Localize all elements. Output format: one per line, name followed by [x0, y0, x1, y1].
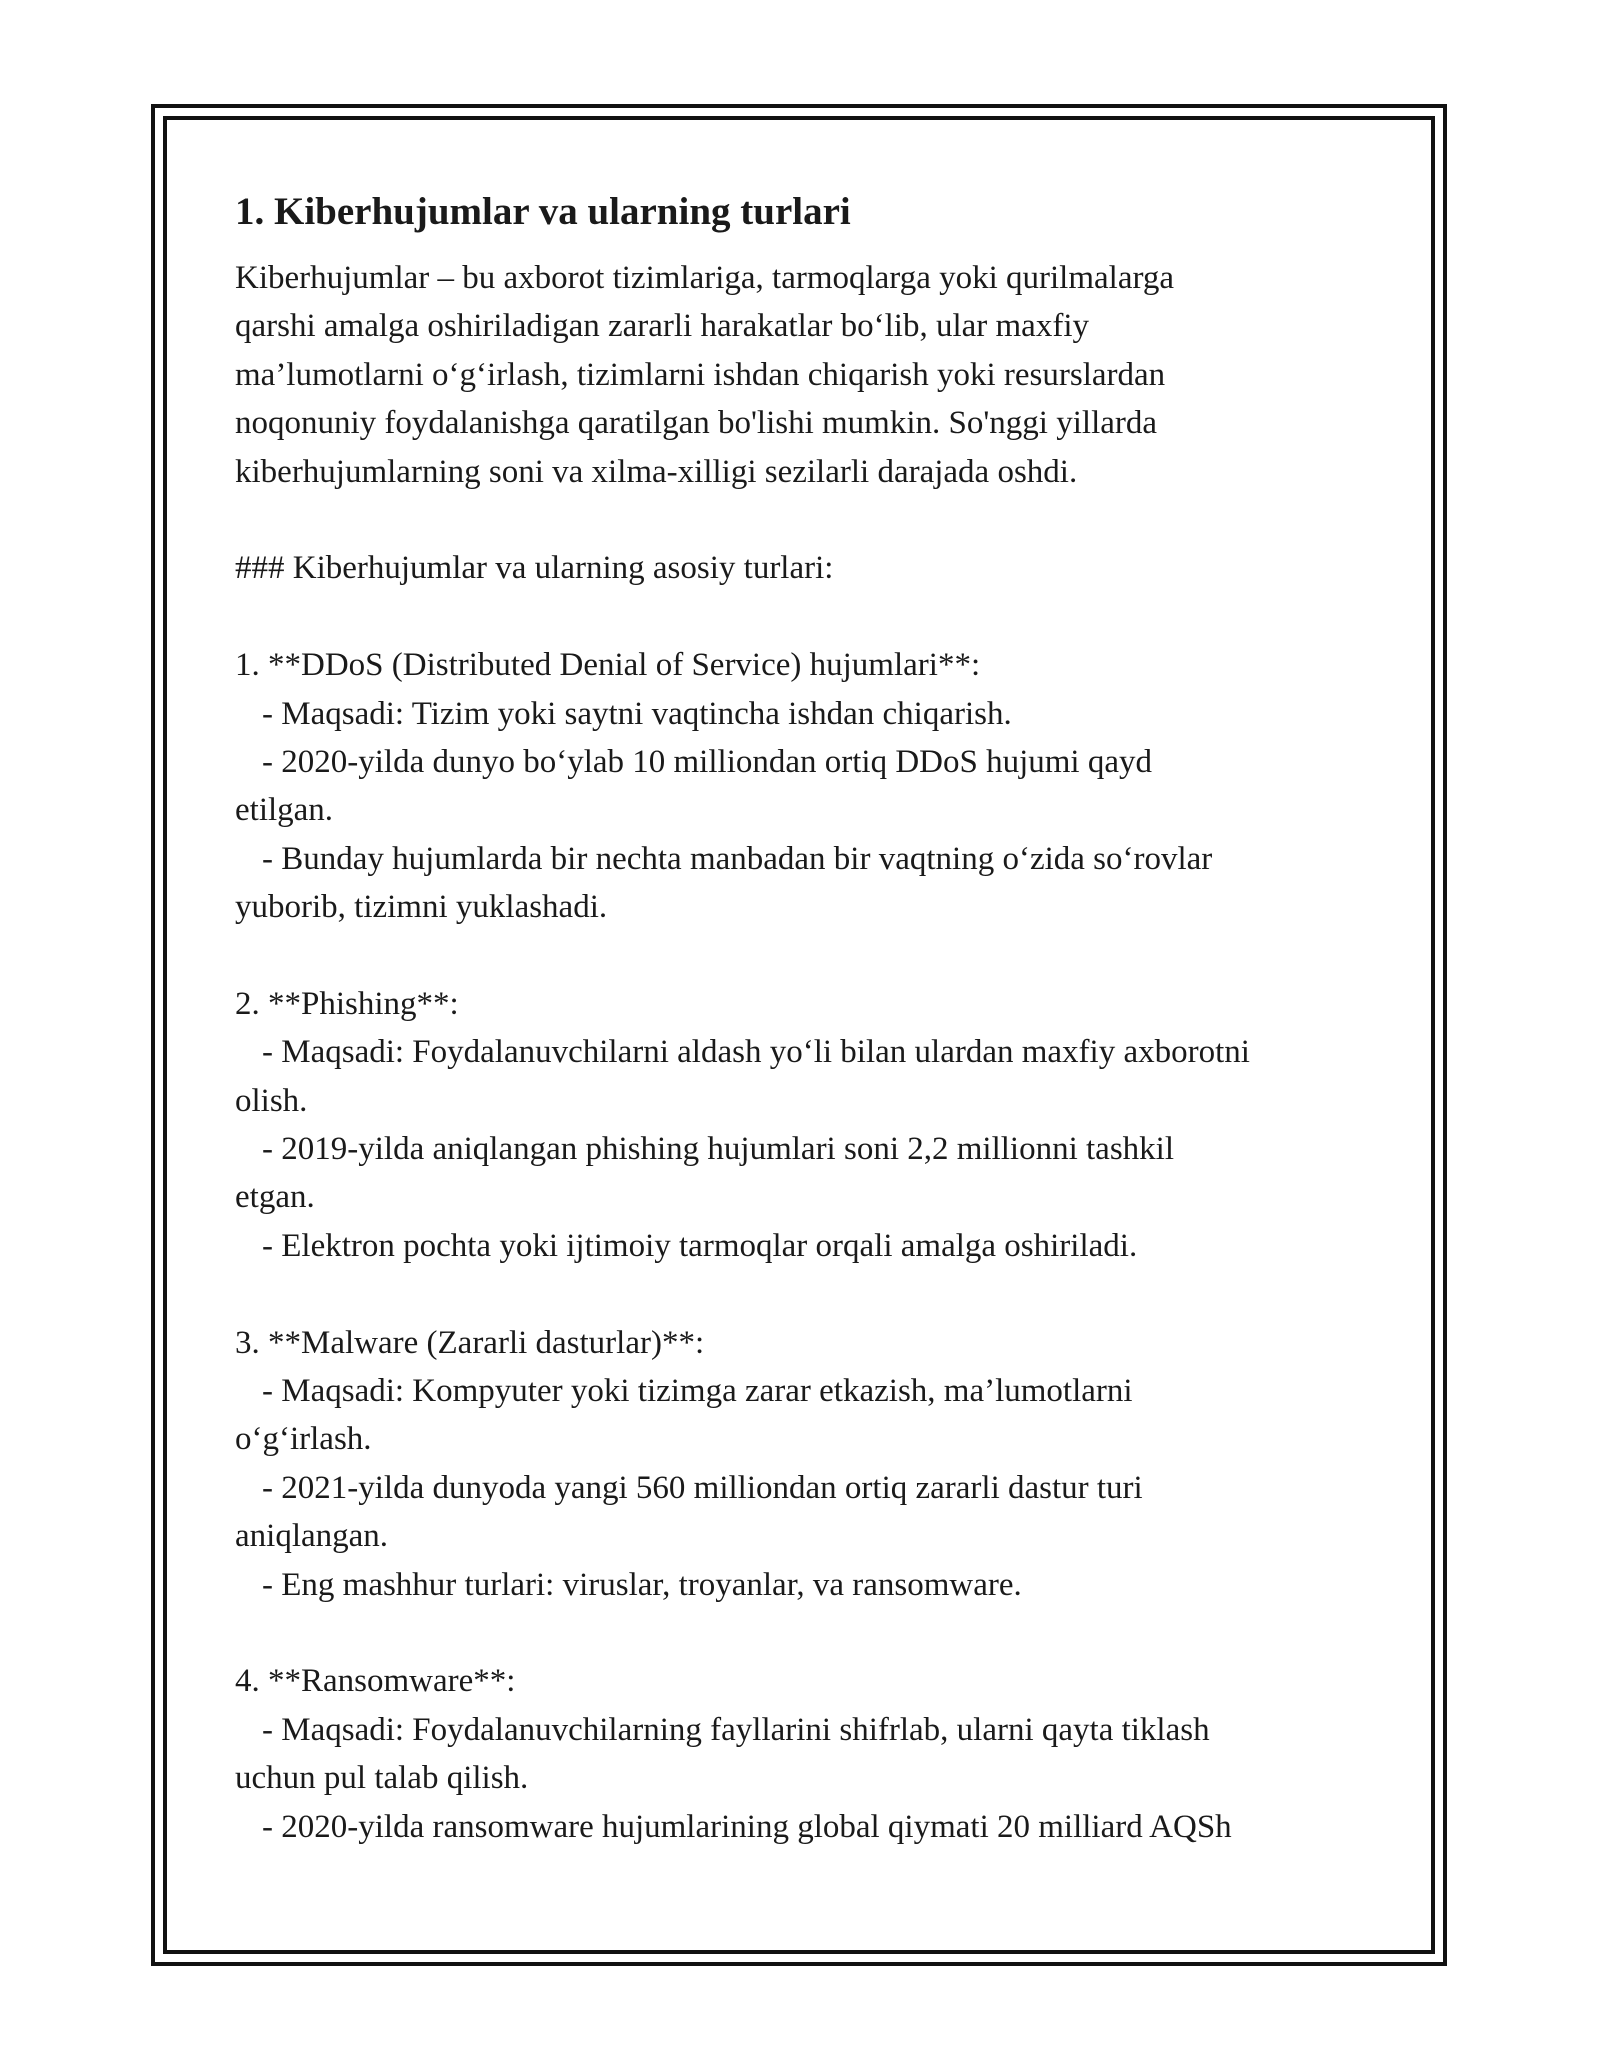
section-malware	[235, 1319, 1375, 1609]
wrap-line: etgan.	[235, 1179, 315, 1216]
intro-line: kiberhujumlarning soni va xilma-xilligi sezilarli darajada oshdi.	[235, 453, 1078, 490]
document-body	[235, 188, 1375, 1851]
section-heading: 4. **Ransomware**:	[235, 1663, 516, 1700]
intro-paragraph	[235, 254, 1375, 496]
wrap-line: yuborib, tizimni yuklashadi.	[235, 889, 608, 926]
wrap-line: uchun pul talab qilish.	[235, 1760, 529, 1797]
intro-line: noqonuniy foydalanishga qaratilgan bo'lishi mumkin. So'nggi yillarda	[235, 405, 1158, 442]
spacer	[235, 1609, 1375, 1657]
bullet-line: - Maqsadi: Foydalanuvchilarni aldash yo‘li bilan ulardan maxfiy axborotni	[262, 1034, 1250, 1071]
bullet-line: - 2020-yilda ransomware hujumlarining global qiymati 20 milliard AQSh	[262, 1808, 1232, 1845]
intro-line: ma’lumotlarni o‘g‘irlash, tizimlarni ishdan chiqarish yoki resurslardan	[235, 356, 1166, 393]
bullet-line: - Eng mashhur turlari: viruslar, troyanlar, va ransomware.	[262, 1566, 1022, 1603]
wrap-line: etilgan.	[235, 792, 334, 829]
section-ddos	[235, 641, 1375, 931]
section-phishing	[235, 980, 1375, 1270]
spacer	[235, 931, 1375, 979]
section-heading: 2. **Phishing**:	[235, 985, 459, 1022]
document-title: 1. Kiberhujumlar va ularning turlari	[235, 190, 851, 233]
bullet-line: - 2021-yilda dunyoda yangi 560 milliondan ortiq zararli dastur turi	[262, 1469, 1143, 1506]
section-heading: 3. **Malware (Zararli dasturlar)**:	[235, 1324, 705, 1361]
spacer	[235, 496, 1375, 544]
bullet-line: - 2020-yilda dunyo bo‘ylab 10 milliondan ortiq DDoS hujumi qayd	[262, 743, 1153, 780]
section-heading: 1. **DDoS (Distributed Denial of Service) hujumlari**:	[235, 647, 981, 684]
wrap-line: aniqlangan.	[235, 1518, 389, 1555]
bullet-line: - Bunday hujumlarda bir nechta manbadan bir vaqtning o‘zida so‘rovlar	[262, 840, 1213, 877]
intro-line: Kiberhujumlar – bu axborot tizimlariga, tarmoqlarga yoki qurilmalarga	[235, 260, 1175, 296]
bullet-line: - Elektron pochta yoki ijtimoiy tarmoqlar orqali amalga oshiriladi.	[262, 1227, 1138, 1264]
wrap-line: olish.	[235, 1082, 308, 1119]
bullet-line: - Maqsadi: Tizim yoki saytni vaqtincha ishdan chiqarish.	[262, 695, 1012, 732]
intro-line: qarshi amalga oshiriladigan zararli harakatlar bo‘lib, ular maxfiy	[235, 308, 1089, 345]
bullet-line: - Maqsadi: Kompyuter yoki tizimga zarar etkazish, ma’lumotlarni	[262, 1372, 1133, 1409]
spacer	[235, 593, 1375, 641]
spacer	[235, 1270, 1375, 1318]
section-ransomware	[235, 1657, 1375, 1851]
wrap-line: o‘g‘irlash.	[235, 1421, 372, 1458]
bullet-line: - 2019-yilda aniqlangan phishing hujumlari soni 2,2 millionni tashkil	[262, 1131, 1174, 1168]
section-subheading: ### Kiberhujumlar va ularning asosiy turlari:	[235, 550, 834, 587]
bullet-line: - Maqsadi: Foydalanuvchilarning fayllarini shifrlab, ularni qayta tiklash	[262, 1711, 1210, 1748]
